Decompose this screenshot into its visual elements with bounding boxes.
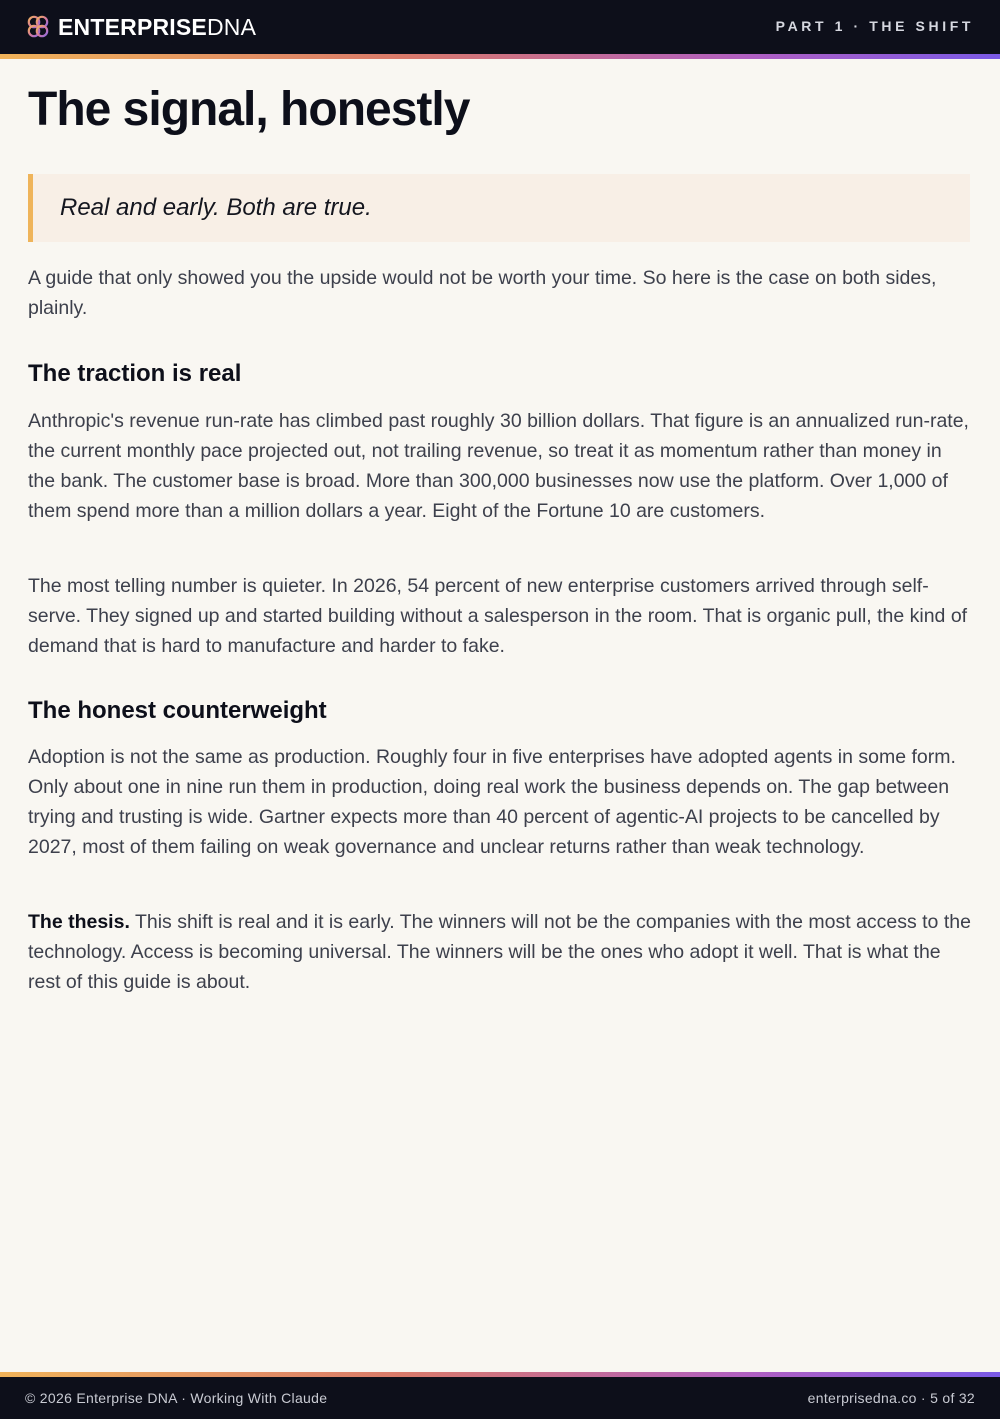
pull-quote bbox=[28, 174, 970, 242]
intro-paragraph: A guide that only showed you the upside would not be worth your time. So here is the case on both sides, plainly. bbox=[28, 267, 937, 319]
thesis-label: The thesis. bbox=[28, 911, 130, 933]
pull-quote-text: Real and early. Both are true. bbox=[60, 194, 372, 221]
page-title: The signal, honestly bbox=[28, 83, 470, 136]
footer-copyright: © 2026 Enterprise DNA · Working With Claude bbox=[25, 1390, 328, 1406]
header-gradient-bar bbox=[0, 54, 1000, 59]
section-heading-counterweight: The honest counterweight bbox=[28, 697, 327, 724]
section-heading-traction: The traction is real bbox=[28, 360, 242, 387]
brand-wordmark bbox=[58, 12, 256, 42]
traction-paragraph-1: Anthropic's revenue run-rate has climbed past roughly 30 billion dollars. That figure is an annualized run-rate, the current monthly pace projected out, not trailing revenue, so treat it as momentum rather than money in the bank. The customer base is broad. More than 300,000 businesses now use the platform. Over 1,000 of them spend more than a million dollars a year. Eight of the Fortune 10 are customers. bbox=[28, 410, 969, 522]
counterweight-paragraph: Adoption is not the same as production. Roughly four in five enterprises have adopted agents in some form. Only about one in nine run them in production, doing real work the business depends on. The gap between trying and trusting is wide. Gartner expects more than 40 percent of agentic-AI projects to be cancelled by 2027, most of them failing on weak governance and unclear returns rather than weak technology. bbox=[28, 746, 956, 858]
page-header bbox=[0, 0, 1000, 54]
brand-wordmark-light: DNA bbox=[206, 14, 257, 40]
brand-wordmark-strong: ENTERPRISE bbox=[58, 14, 207, 40]
section-label: PART 1 · THE SHIFT bbox=[775, 18, 974, 34]
page-footer bbox=[0, 1377, 1000, 1419]
footer-site-page-number[interactable]: enterprisedna.co · 5 of 32 bbox=[807, 1390, 975, 1406]
brand-logo[interactable] bbox=[24, 12, 256, 42]
traction-paragraph-2: The most telling number is quieter. In 2026, 54 percent of new enterprise customers arrived through self-serve. They signed up and started building without a salesperson in the room. That is organic pull, the kind of demand that is hard to manufacture and harder to fake. bbox=[28, 575, 968, 657]
dna-knot-icon bbox=[24, 13, 52, 41]
thesis-paragraph bbox=[28, 907, 974, 997]
thesis-text: This shift is real and it is early. The winners will not be the companies with the most access to the technology. Access is becoming universal. The winners will be the ones who adopt it well. That is what the rest of this guide is about. bbox=[28, 911, 971, 993]
